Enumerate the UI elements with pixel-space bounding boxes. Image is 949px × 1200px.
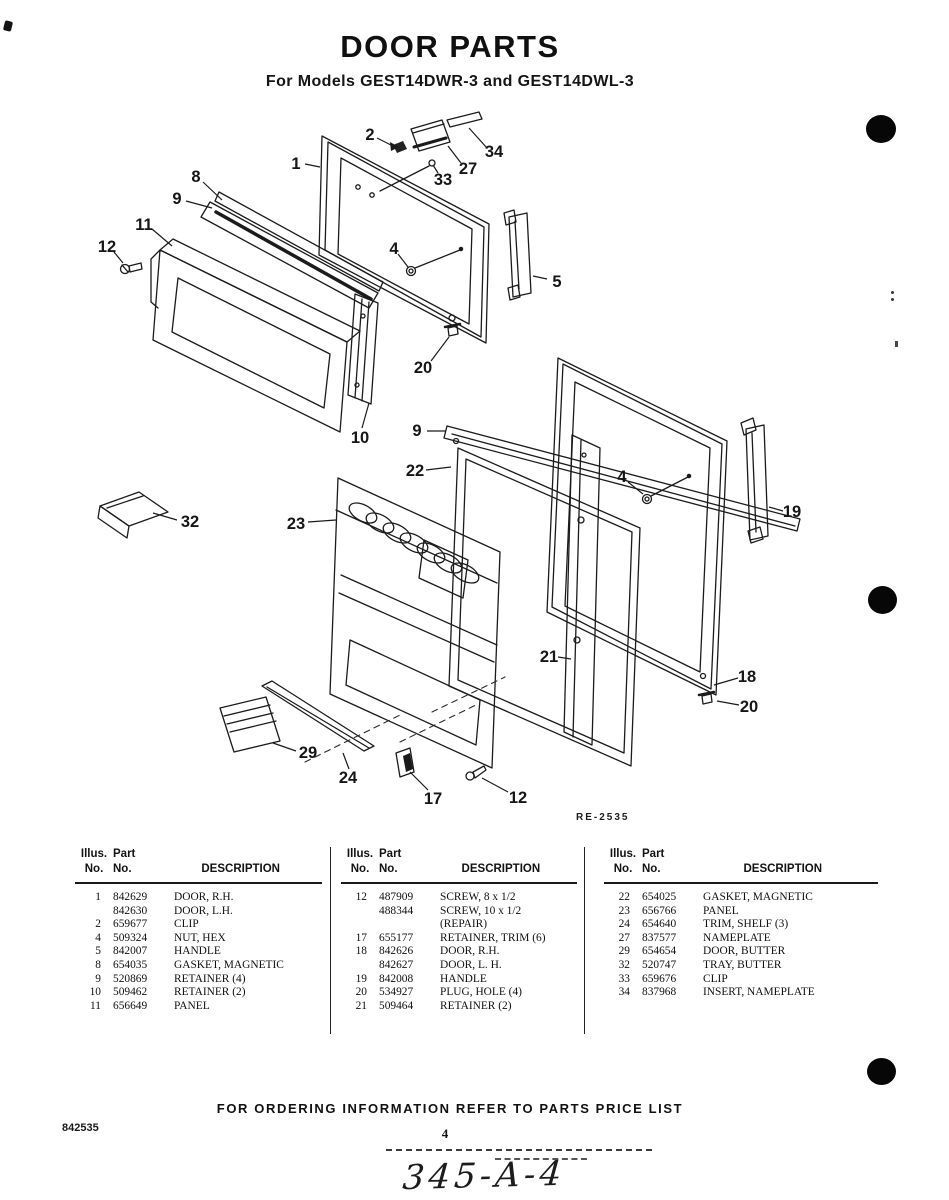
punch-hole xyxy=(867,1058,896,1085)
callout-22: 22 xyxy=(405,462,425,480)
illus-no xyxy=(341,918,367,932)
table-row xyxy=(604,891,886,905)
part-no: 487909 xyxy=(379,891,414,903)
part-no: 837577 xyxy=(642,931,677,944)
callout-9: 9 xyxy=(172,190,182,208)
illus-no: 23 xyxy=(618,904,630,917)
illus-no: 22 xyxy=(618,891,630,903)
illus-no: 4 xyxy=(95,931,101,944)
table-row xyxy=(75,986,330,1000)
dashed-line xyxy=(386,1149,652,1151)
part-no: 659676 xyxy=(642,972,677,985)
callout-20: 20 xyxy=(413,359,433,377)
description: PANEL xyxy=(703,904,739,917)
header-illus: Illus. xyxy=(346,848,374,860)
table-row xyxy=(604,932,886,946)
header-illus-no: No. xyxy=(350,863,370,875)
description: RETAINER (2) xyxy=(440,999,512,1012)
callout-4: 4 xyxy=(389,240,399,258)
callout-20: 20 xyxy=(739,698,759,716)
part-no: 655177 xyxy=(379,931,414,944)
page-number: 4 xyxy=(441,1126,449,1141)
description: PLUG, HOLE (4) xyxy=(440,986,522,999)
table-row xyxy=(604,959,886,973)
table-row xyxy=(341,986,584,1000)
description: HANDLE xyxy=(174,945,221,958)
description: HANDLE xyxy=(440,972,487,985)
part-no: 842626 xyxy=(379,945,414,958)
part-no xyxy=(379,918,431,932)
callout-29: 29 xyxy=(298,744,318,762)
illus-no: 11 xyxy=(90,999,101,1012)
description: CLIP xyxy=(174,918,199,931)
ordering-note: FOR ORDERING INFORMATION REFER TO PARTS PRICE LIST xyxy=(216,1101,684,1116)
illus-no: 19 xyxy=(355,972,367,985)
illus-no: 17 xyxy=(355,931,367,944)
header-part-no: No. xyxy=(113,863,132,875)
illus-no: 5 xyxy=(95,945,101,958)
description: DOOR, R.H. xyxy=(174,891,234,903)
callout-23: 23 xyxy=(286,515,306,533)
description: CLIP xyxy=(703,972,728,985)
description: RETAINER (2) xyxy=(174,986,246,999)
part-no: 842630 xyxy=(113,904,148,917)
callout-12: 12 xyxy=(97,238,117,256)
illus-no: 32 xyxy=(618,958,630,971)
illus-no: 12 xyxy=(355,891,367,903)
illus-no xyxy=(341,905,367,919)
table-row xyxy=(75,932,330,946)
parts-table-2 xyxy=(330,847,584,1034)
part-no: 654654 xyxy=(642,945,677,958)
table-row xyxy=(75,918,330,932)
part-no: 842627 xyxy=(379,958,414,971)
table-row xyxy=(75,891,330,905)
description: TRAY, BUTTER xyxy=(703,958,782,971)
illus-no: 21 xyxy=(355,999,367,1012)
callout-11: 11 xyxy=(135,216,153,234)
header-description: DESCRIPTION xyxy=(461,863,541,875)
description: PANEL xyxy=(174,999,210,1012)
illus-no: 10 xyxy=(89,986,101,999)
header-illus-no: No. xyxy=(84,863,104,875)
illus-no: 18 xyxy=(355,945,367,958)
illus-no: 34 xyxy=(618,986,630,999)
description: INSERT, NAMEPLATE xyxy=(703,986,815,999)
scan-artifact xyxy=(891,291,894,294)
description: GASKET, MAGNETIC xyxy=(703,891,813,903)
part-no: 654035 xyxy=(113,958,148,971)
punch-hole xyxy=(866,115,896,143)
table-row xyxy=(75,959,330,973)
callout-4: 4 xyxy=(617,468,627,486)
description: GASKET, MAGNETIC xyxy=(174,958,284,971)
diagram-reference-number: RE-2535 xyxy=(576,812,630,823)
table-row xyxy=(75,973,330,987)
callout-18: 18 xyxy=(737,668,757,686)
description: NAMEPLATE xyxy=(703,931,771,944)
callout-32: 32 xyxy=(180,513,200,531)
illus-no: 1 xyxy=(95,891,101,903)
table-header xyxy=(604,847,878,884)
illus-no: 20 xyxy=(355,986,367,999)
illus-no: 27 xyxy=(618,931,630,944)
page-subtitle: For Models GEST14DWR-3 and GEST14DWL-3 xyxy=(265,73,635,90)
callout-12: 12 xyxy=(508,789,528,807)
part-no: 520747 xyxy=(642,958,677,971)
table-row xyxy=(604,945,886,959)
table-row xyxy=(341,959,584,973)
doc-number: 842535 xyxy=(62,1122,99,1134)
table-row xyxy=(604,986,886,1000)
table-row xyxy=(341,891,584,905)
callout-5: 5 xyxy=(552,273,562,291)
illus-no xyxy=(75,905,101,919)
header-part: Part xyxy=(642,848,665,860)
header-illus-no: No. xyxy=(613,863,633,875)
header-part-no: No. xyxy=(379,863,398,875)
part-no: 509324 xyxy=(113,931,148,944)
callout-2: 2 xyxy=(365,126,375,144)
illus-no: 24 xyxy=(618,918,630,931)
illus-no: 8 xyxy=(95,958,101,971)
page-title: DOOR PARTS xyxy=(340,29,560,64)
callout-17: 17 xyxy=(423,790,443,808)
parts-table-1 xyxy=(75,847,330,1034)
description: DOOR, BUTTER xyxy=(703,945,786,958)
table-row xyxy=(75,945,330,959)
callout-1: 1 xyxy=(291,155,301,173)
illus-no: 29 xyxy=(618,945,630,958)
table-row xyxy=(341,918,584,932)
description: DOOR, R.H. xyxy=(440,945,500,958)
description: NUT, HEX xyxy=(174,931,226,944)
header-part: Part xyxy=(379,848,402,860)
callout-27: 27 xyxy=(458,160,478,178)
header-description: DESCRIPTION xyxy=(743,863,823,875)
description: RETAINER (4) xyxy=(174,972,246,985)
callout-10: 10 xyxy=(350,429,370,447)
part-no: 659677 xyxy=(113,918,148,931)
table-rows xyxy=(604,891,886,1000)
table-row xyxy=(604,918,886,932)
table-rows xyxy=(75,891,330,1013)
table-row xyxy=(75,905,330,919)
part-no: 842008 xyxy=(379,972,414,985)
callout-33: 33 xyxy=(433,171,453,189)
parts-tables xyxy=(75,847,886,1034)
description: (REPAIR) xyxy=(440,918,488,931)
callout-34: 34 xyxy=(484,143,504,161)
part-no: 534927 xyxy=(379,986,414,999)
callout-9: 9 xyxy=(412,422,422,440)
part-no: 520869 xyxy=(113,972,148,985)
handwritten-annotation: 345-A-4 xyxy=(401,1153,567,1199)
header-part: Part xyxy=(113,848,136,860)
callout-leader-lines xyxy=(114,128,783,792)
table-row xyxy=(341,1000,584,1014)
description: SCREW, 8 x 1/2 xyxy=(440,891,516,903)
header-description: DESCRIPTION xyxy=(201,863,280,875)
table-row xyxy=(604,973,886,987)
table-header xyxy=(341,847,577,884)
description: DOOR, L. H. xyxy=(440,958,502,971)
callout-21: 21 xyxy=(539,648,559,666)
part-no: 509464 xyxy=(379,999,414,1012)
header-illus: Illus. xyxy=(80,848,108,860)
part-no: 842629 xyxy=(113,891,148,903)
refrigerator-door-assembly xyxy=(98,358,800,780)
description: DOOR, L.H. xyxy=(174,904,233,917)
illus-no: 33 xyxy=(618,972,630,985)
punch-hole xyxy=(868,586,897,614)
table-row xyxy=(341,973,584,987)
part-no: 654640 xyxy=(642,918,677,931)
callout-8: 8 xyxy=(191,168,201,186)
part-no: 656766 xyxy=(642,904,677,917)
illus-no: 9 xyxy=(95,972,101,985)
illus-no xyxy=(341,959,367,973)
table-header xyxy=(75,847,322,884)
description: RETAINER, TRIM (6) xyxy=(440,931,546,944)
table-row xyxy=(341,932,584,946)
parts-table-3 xyxy=(584,847,886,1034)
callout-19: 19 xyxy=(782,503,802,521)
table-rows xyxy=(341,891,584,1013)
description: SCREW, 10 x 1/2 xyxy=(440,904,522,917)
callout-24: 24 xyxy=(338,769,358,787)
header-illus: Illus. xyxy=(609,848,637,860)
part-no: 654025 xyxy=(642,891,677,903)
illus-no: 2 xyxy=(95,918,101,931)
header-part-no: No. xyxy=(642,863,661,875)
table-row xyxy=(75,1000,330,1014)
part-no: 488344 xyxy=(379,904,414,917)
table-row xyxy=(604,905,886,919)
part-no: 842007 xyxy=(113,945,148,958)
description: TRIM, SHELF (3) xyxy=(703,918,789,931)
table-row xyxy=(341,945,584,959)
part-no: 656649 xyxy=(113,999,148,1012)
table-row xyxy=(341,905,584,919)
scan-artifact xyxy=(895,341,898,347)
part-no: 509462 xyxy=(113,986,148,999)
part-no: 837968 xyxy=(642,986,677,999)
